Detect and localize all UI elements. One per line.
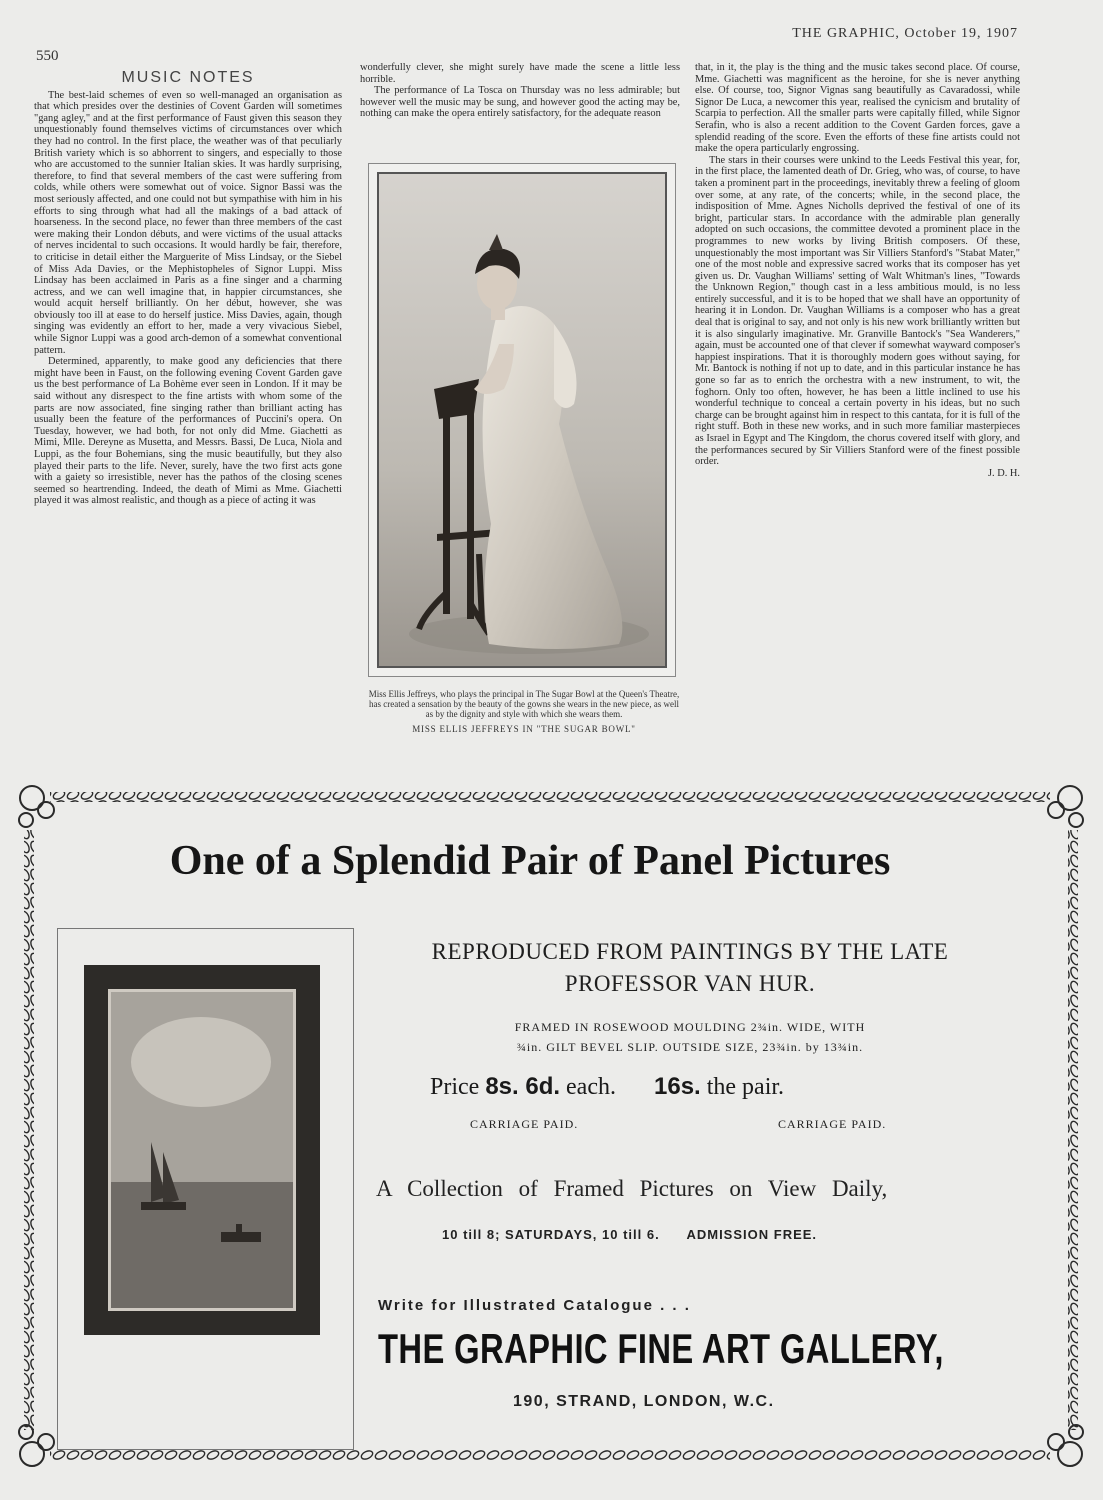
article-paragraph: The stars in their courses were unkind to the Leeds Festival this year, for, in the first place, the lamented death of Dr. Grieg, who was, of course, to have taken a prominent part in the proceedings, inevitably threw a feeling of gloom over some, at any rate, of the concerts; while, in the second place, the indisposition of Mme. Agnes Nicholls deprived the festival of one of its bright, particular stars. In accordance with the admirable plan generally adopted on such occasions, the committee devoted a prominent place in the programmes to new works by living British composers. Of these, unquestionably the most important was Sir Villiers Stanford's "Stabat Mater," one of the most noble and expressive sacred works that its composer has yet given us. Dr. Vaughan Williams' setting of Walt Whitman's lines, "Towards the Unknown Region," though cast in a less ambitious mould, is no less entirely successful, and it is to be hoped that we shall have an opportunity of hearing it in London. Dr. Vaughan Williams is a composer who has a great deal that is original to say, and not only is his new work brilliantly written but it is also singularly imaginative. Mr. Granville Bantock's "Sea Wanderers," again, must be accounted one of that clever if somewhat wayward composer's happiest inspirations. That it is thoroughly modern goes without saying, for Mr. Bantock is nothing if not up to date, and in this particular instance he has gone so far as to enrich the orchestra with a new instrument, to wit, the foghorn. Only too often, however, he has been a little inclined to use his wonderful technique to conceal a certain poverty in his ideas, but no such charge can be brought against him in respect to this cantata, for it is full of the right stuff. Both in these new works, and in such more familiar masterpieces as Israel in Egypt and The Kingdom, the chorus covered itself with glory, and the performances secured by Sir Villiers Stanford were of the finest possible order. (695, 154, 1020, 468)
hours-saturday: SATURDAYS, 10 till 6. (505, 1227, 660, 1242)
gallery-address: 190, STRAND, LONDON, W.C. (513, 1393, 775, 1410)
article-paragraph: The performance of La Tosca on Thursday was no less admirable; but however well the music may be sung, and however good the acting may be, nothing can make the opera entirely satisfactory, for the adequate reason (360, 85, 680, 120)
price-pair-suffix: the pair. (706, 1074, 785, 1100)
reproduced-text (380, 936, 1000, 1000)
price-line (430, 1073, 784, 1101)
article-column-1 (34, 62, 342, 752)
admission-free: ADMISSION FREE. (686, 1227, 818, 1242)
gallery-name: THE GRAPHIC FINE ART GALLERY, (378, 1325, 944, 1372)
article-column-3 (695, 62, 1020, 752)
price-label: Price (430, 1074, 480, 1100)
portrait-photo (377, 172, 667, 668)
page-number: 550 (36, 48, 59, 64)
gilt-slip (108, 989, 296, 1311)
framing-details (380, 1017, 1000, 1057)
sailing-boats-illustration (111, 992, 293, 1308)
article-paragraph: The best-laid schemes of even so well-managed an organisation as that which presides over the destinies of Covent Garden will sometimes "gang agley," and at the first performance of Faust given this season they unquestionably found themselves victims of circumstances over which they had no control. In the first place, the weather was of that peculiarly British variety which is so abhorrent to singers, and especially to those who are accustomed to the sunnier Italian skies. It was hardly surprising, therefore, to find that several members of the cast were suffering from colds, while others were somewhat out of voice. Signor Bassi was the most seriously affected, and one could not but sympathise with him in his efforts to sing through what had all the makings of a bad attack of hoarseness. In the second place, no fewer than three members of the cast were making their London débuts, and were victims of the usual attacks of nerves incidental to such occasions. It would hardly be fair, therefore, to criticise in detail either the Marguerite of Miss Lindsay, or the Siebel of Miss Ada Davies, or the Mephistopheles of Signor Luppi. Miss Lindsay has been acclaimed in Paris as a fine singer and a charming actress, and we can well imagine that, in happier circumstances, she would acquit herself brilliantly. On her début, however, she was obviously too ill at ease to do herself justice. Miss Davies, again, though singing was evidently an effort to her, made a very vivacious Siebel, while Signor Luppi was a good arch-demon of a somewhat conventional pattern. (34, 89, 342, 356)
collection-notice: A Collection of Framed Pictures on View Daily, (376, 1176, 888, 1201)
harbour-painting (111, 992, 293, 1308)
running-head: THE GRAPHIC, October 19, 1907 (792, 26, 1018, 41)
price-each-suffix: each. (566, 1074, 616, 1100)
portrait-illustration (379, 174, 665, 666)
article-title: MUSIC NOTES (121, 69, 255, 86)
author-signature: J. D. H. (987, 467, 1020, 479)
price-pair-value: 16s. (654, 1073, 701, 1100)
advert-headline: One of a Splendid Pair of Panel Pictures (169, 838, 891, 884)
reproduced-line-1: REPRODUCED FROM PAINTINGS BY THE LATE (431, 939, 949, 964)
article-paragraph: wonderfully clever, she might surely have made the scene a little less horrible. (360, 62, 680, 85)
carriage-paid-left: CARRIAGE PAID. (470, 1117, 579, 1131)
price-each-value: 8s. 6d. (485, 1073, 561, 1100)
framing-line-1: FRAMED IN ROSEWOOD MOULDING 2¾in. WIDE, WITH (514, 1020, 866, 1034)
article-column-2 (360, 62, 680, 120)
reproduced-line-2: PROFESSOR VAN HUR. (564, 971, 816, 996)
framing-line-2: ¾in. GILT BEVEL SLIP. OUTSIDE SIZE, 23¾in. by 13¾in. (516, 1040, 864, 1054)
carriage-paid-right: CARRIAGE PAID. (778, 1117, 887, 1131)
opening-hours (442, 1227, 817, 1242)
hours-weekday: 10 till 8; (442, 1227, 501, 1242)
article-paragraph: Determined, apparently, to make good any deficiencies that there might have been in Faust, on the following evening Covent Garden gave us the best performance of La Bohème ever seen in London. If it may be said without any disrespect to the fine artists with whom some of the parts are now associated, fine singing rather than brilliant acting has usually been the feature of the performances of Puccini's opera. On Tuesday, however, we had both, for not only did Mme. Giachetti as Mimi, Mlle. Dereyne as Musetta, and Messrs. Bassi, De Luca, Niola and Luppi, as the four Bohemians, sing the music beautifully, but they also played their parts to the life. Never, surely, have the two first acts gone with a gaiety so irresistible, never has the pathos of the closing scenes seemed so heartrending. Indeed, the death of Mimi as Mme. Giachetti played it was almost realistic, and though as a piece of acting it was (34, 356, 342, 507)
framed-painting (84, 965, 320, 1335)
photo-caption-title: MISS ELLIS JEFFREYS IN "THE SUGAR BOWL" (412, 724, 636, 734)
portrait-photo-frame (368, 163, 676, 677)
article-paragraph: that, in it, the play is the thing and the music takes second place. Of course, Mme. Giachetti was magnificent as the heroine, for she is never anything else. Of course, too, Signor Vignas sang beautifully as Cavaradossi, while Signor De Luca, a newcomer this year, realised the cynicism and brutality of Scarpia to perfection. All the smaller parts were capitally filled, while Signor Serafin, who is also a recent addition to the Covent Garden forces, gave a splendid reading of the score. Even the efforts of these fine artists could not make the opera particularly engrossing. (695, 62, 1020, 155)
photo-caption: Miss Ellis Jeffreys, who plays the principal in The Sugar Bowl at the Queen's Theatre, has created a sensation by the beauty of the gowns she wears in the new piece, as well as by the dignity and style with which she wears them. (368, 689, 680, 719)
catalogue-offer: Write for Illustrated Catalogue . . . (378, 1297, 691, 1314)
